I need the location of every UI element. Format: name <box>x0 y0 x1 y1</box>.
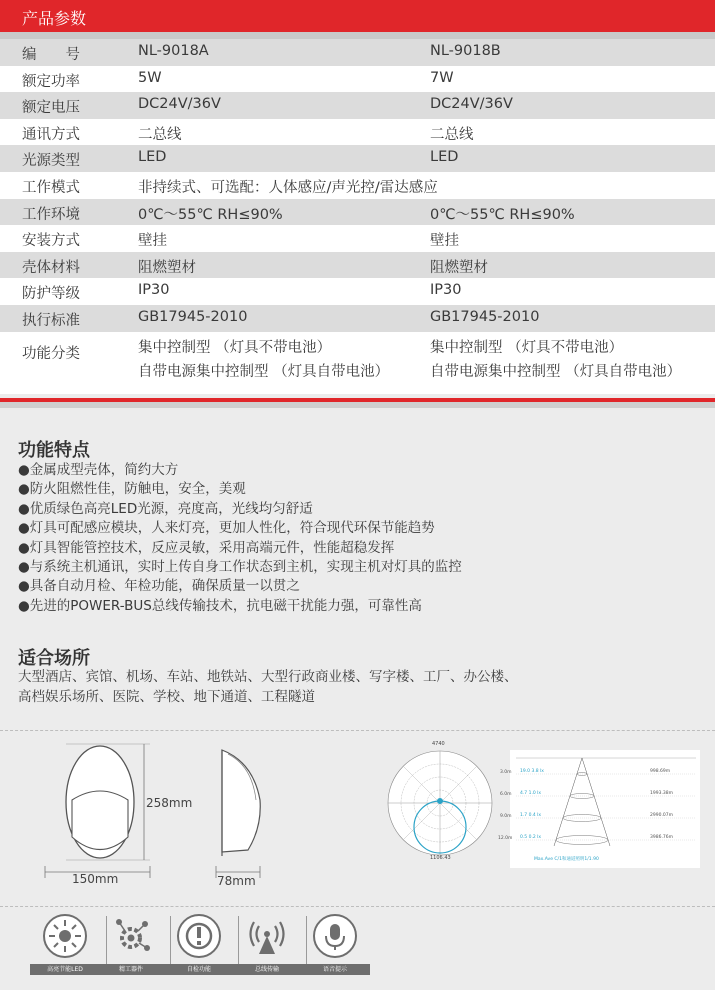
feature-item: ●灯具可配感应模块，人来灯亮，更加人性化，符合现代环保节能趋势 <box>18 520 435 537</box>
height-label: 6.0m <box>500 792 512 797</box>
function-line-b1: 集中控制型 （灯具不带电池） <box>430 339 624 356</box>
signal-icon <box>245 914 289 958</box>
polar-graph <box>378 745 508 865</box>
spec-value-a: LED <box>138 149 167 166</box>
depth-dimension: 78mm <box>217 874 256 888</box>
spec-value-b: 阻燃塑材 <box>430 259 488 276</box>
front-view-drawing <box>40 742 200 892</box>
spec-label: 工作环境 <box>22 206 80 223</box>
features-list <box>18 461 462 616</box>
spec-label: 执行标准 <box>22 312 80 329</box>
venues-text <box>18 668 518 707</box>
spec-value-a: IP30 <box>138 282 170 299</box>
feature-badge <box>232 910 302 982</box>
diameter-label: 998.69m <box>650 769 671 774</box>
spec-label: 安装方式 <box>22 233 80 250</box>
venues-line: 大型酒店、宾馆、机场、车站、地铁站、大型行政商业楼、写字楼、工厂、办公楼、 <box>18 669 518 685</box>
chart-footnote: Max.Ave C/1和通道照明1/1.90 <box>534 857 599 862</box>
spec-row <box>0 305 715 332</box>
badge-label: 自检功能 <box>164 964 234 975</box>
features-heading: 功能特点 <box>18 440 90 461</box>
spec-row <box>0 119 715 146</box>
feature-badge <box>96 910 166 982</box>
spec-value-a: 5W <box>138 69 162 86</box>
lux-label: 0.5 0.2 lx <box>520 835 542 840</box>
spec-label: 工作模式 <box>22 179 80 196</box>
feature-badge <box>30 910 100 982</box>
spec-row <box>0 278 715 305</box>
dashed-divider <box>0 906 715 907</box>
section-band <box>0 402 715 408</box>
diameter-label: 2990.07m <box>650 813 673 818</box>
spec-row-function <box>0 332 715 394</box>
function-line-a1: 集中控制型 （灯具不带电池） <box>138 339 332 356</box>
spec-row <box>0 66 715 93</box>
spec-label: 壳体材料 <box>22 259 80 276</box>
dashed-divider <box>0 730 715 731</box>
spec-value-b: DC24V/36V <box>430 96 513 113</box>
spec-value-a: 壁挂 <box>138 233 167 250</box>
feature-item: ●先进的POWER-BUS总线传输技术，抗电磁干扰能力强，可靠性高 <box>18 597 422 614</box>
illumination-chart <box>498 750 700 868</box>
badge-label: 精工器件 <box>96 964 166 975</box>
diameter-label: 3986.76m <box>650 835 673 840</box>
height-label: 3.0m <box>500 770 512 775</box>
spec-value-a: 二总线 <box>138 126 182 143</box>
gear-network-icon <box>109 914 153 958</box>
spec-label: 额定功率 <box>22 73 80 90</box>
feature-item: ●与系统主机通讯，实时上传自身工作状态到主机，实现主机对灯具的监控 <box>18 559 462 576</box>
width-dimension: 150mm <box>72 872 119 886</box>
polar-distribution-chart <box>378 741 508 865</box>
height-label: 9.0m <box>500 814 512 819</box>
feature-item: ●灯具智能管控技术，反应灵敏，采用高端元件，性能超稳发挥 <box>18 539 395 556</box>
spec-value-b: 壁挂 <box>430 233 459 250</box>
lux-label: 4.7 1.0 lx <box>520 791 542 796</box>
spec-row <box>0 39 715 66</box>
sun-led-icon <box>43 914 87 958</box>
polar-bottom-label: 1106.43 <box>430 855 451 861</box>
spec-value-a: DC24V/36V <box>138 96 221 113</box>
feature-item: ●具备自动月检、年检功能，确保质量一以贯之 <box>18 578 300 595</box>
spec-value-b: IP30 <box>430 282 462 299</box>
polar-top-label: 4740 <box>432 741 445 747</box>
height-label: 12.0m <box>498 836 513 841</box>
spec-value-b: NL-9018B <box>430 43 501 59</box>
feature-badge <box>164 910 234 982</box>
side-view-drawing <box>208 742 278 887</box>
microphone-icon <box>313 914 357 958</box>
spec-label: 编 号 <box>22 47 80 63</box>
function-line-b2: 自带电源集中控制型 （灯具自带电池） <box>430 363 682 380</box>
lux-label: 1.7 0.4 lx <box>520 813 542 818</box>
feature-item: ●防火阻燃性佳，防触电，安全，美观 <box>18 481 246 498</box>
feature-item: ●金属成型壳体，简约大方 <box>18 462 179 478</box>
spec-row <box>0 145 715 172</box>
spec-row <box>0 252 715 279</box>
spec-table <box>0 39 715 394</box>
spec-label: 通讯方式 <box>22 126 80 143</box>
spec-value-b <box>430 336 681 384</box>
badge-label: 语音提示 <box>300 964 370 975</box>
spec-label: 光源类型 <box>22 153 80 170</box>
spec-value-b: LED <box>430 149 459 166</box>
feature-badge <box>300 910 370 982</box>
header-bar <box>0 0 715 32</box>
diameter-label: 1993.38m <box>650 791 673 796</box>
spec-row <box>0 225 715 252</box>
venues-line: 高档娱乐场所、医院、学校、地下通道、工程隧道 <box>18 688 315 705</box>
spec-value-b: 0℃～55℃ RH≤90% <box>430 206 575 223</box>
spec-value-a: 非持续式、可选配：人体感应/声光控/雷达感应 <box>138 179 438 196</box>
page-title: 产品参数 <box>22 9 87 28</box>
badge-label: 高亮节能LED <box>30 964 100 975</box>
spec-value-b: 二总线 <box>430 126 474 143</box>
spec-label: 功能分类 <box>22 345 80 362</box>
spec-value-a: 阻燃塑材 <box>138 259 196 276</box>
spec-value-a: 0℃～55℃ RH≤90% <box>138 206 283 223</box>
function-line-a2: 自带电源集中控制型 （灯具自带电池） <box>138 363 390 380</box>
spec-value-b: GB17945-2010 <box>430 308 540 325</box>
spec-value-b: 7W <box>430 69 454 86</box>
badge-label: 总线传输 <box>232 964 302 975</box>
spec-label: 额定电压 <box>22 100 80 117</box>
height-dimension: 258mm <box>146 796 193 810</box>
alert-icon <box>177 914 221 958</box>
spec-label: 防护等级 <box>22 286 80 303</box>
spec-value-a: GB17945-2010 <box>138 308 248 325</box>
spec-value-a <box>138 336 389 384</box>
header-strip <box>0 32 715 39</box>
spec-row <box>0 172 715 199</box>
lux-label: 19.0 3.8 lx <box>520 769 544 774</box>
illumination-cone <box>510 750 700 868</box>
spec-value-a: NL-9018A <box>138 43 209 59</box>
feature-item: ●优质绿色高亮LED光源，亮度高，光线均匀舒适 <box>18 500 313 517</box>
venues-heading: 适合场所 <box>18 648 90 669</box>
spec-row <box>0 92 715 119</box>
spec-row <box>0 199 715 226</box>
